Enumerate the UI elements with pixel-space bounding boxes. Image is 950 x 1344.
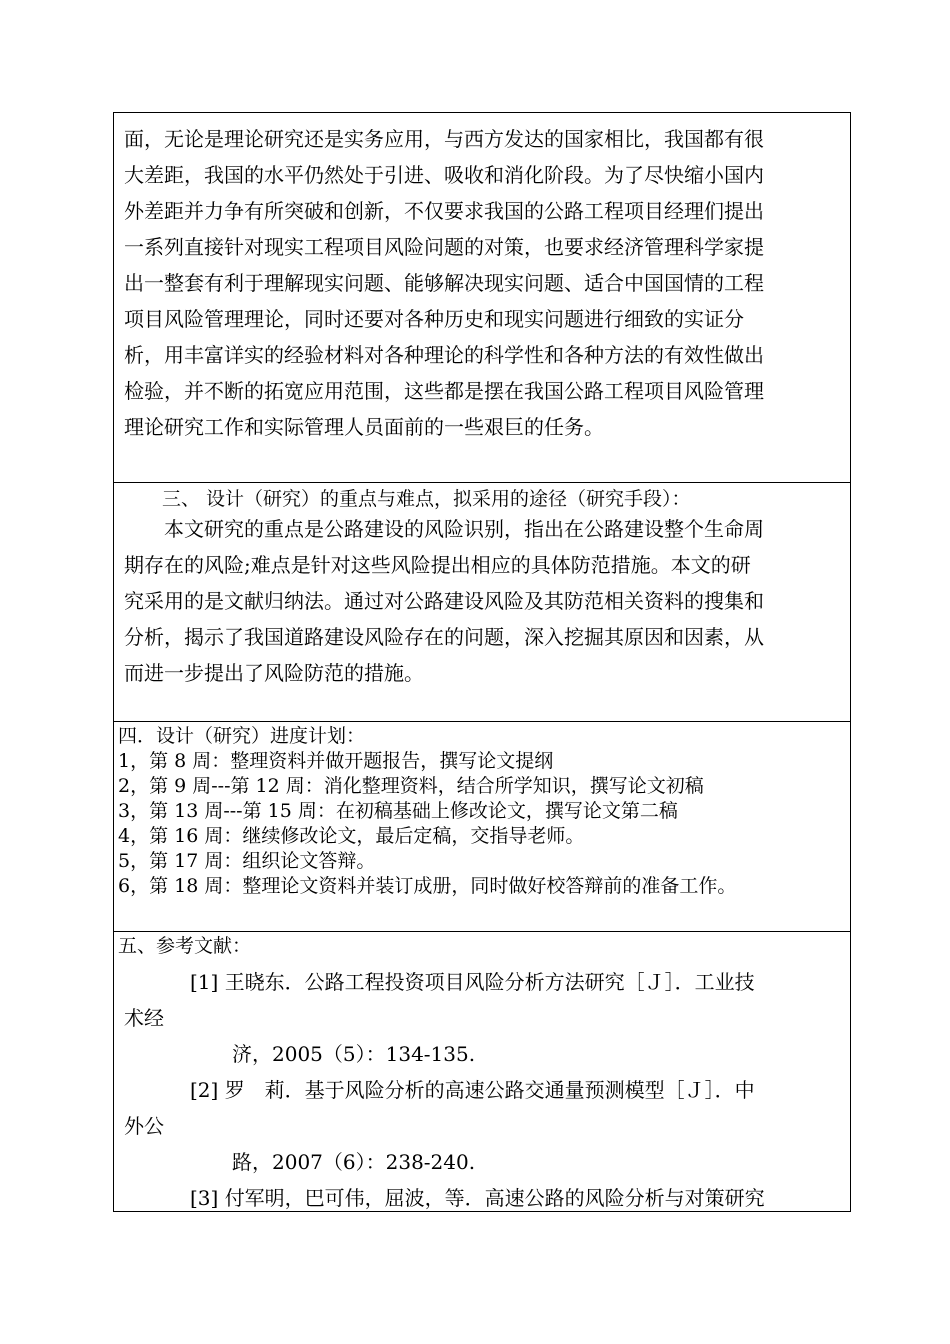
paragraph-line: 面，无论是理论研究还是实务应用，与西方发达的国家相比，我国都有很 xyxy=(124,127,764,151)
paragraph-line: 检验，并不断的拓宽应用范围，这些都是摆在我国公路工程项目风险管理 xyxy=(124,379,764,403)
section-3-title: 三、 设计（研究）的重点与难点，拟采用的途径（研究手段）： xyxy=(162,488,691,510)
reference-line: 外公 xyxy=(124,1114,164,1138)
reference-line: 术经 xyxy=(124,1006,164,1030)
reference-line: [2] 罗 莉．基于风险分析的高速公路交通量预测模型［Ｊ］．中 xyxy=(190,1078,755,1102)
reference-line: 济，2005（5）：134-135. xyxy=(232,1042,476,1066)
schedule-item: 1，第 8 周：整理资料并做开题报告，撰写论文提纲 xyxy=(118,750,554,772)
paragraph-line: 本文研究的重点是公路建设的风险识别，指出在公路建设整个生命周 xyxy=(164,517,764,541)
section-5-cell xyxy=(114,931,850,1213)
paragraph-line: 大差距，我国的水平仍然处于引进、吸收和消化阶段。为了尽快缩小国内 xyxy=(124,163,764,187)
paragraph-line: 分析，揭示了我国道路建设风险存在的问题，深入挖掘其原因和因素，从 xyxy=(124,625,764,649)
paragraph-line: 理论研究工作和实际管理人员面前的一些艰巨的任务。 xyxy=(124,415,604,439)
paragraph-line: 一系列直接针对现实工程项目风险问题的对策，也要求经济管理科学家提 xyxy=(124,235,764,259)
section-3-cell xyxy=(114,482,850,721)
schedule-item: 4，第 16 周：继续修改论文，最后定稿，交指导老师。 xyxy=(118,825,585,847)
section-4-title: 四．设计（研究）进度计划： xyxy=(118,725,366,747)
paragraph-line: 析，用丰富详实的经验材料对各种理论的科学性和各种方法的有效性做出 xyxy=(124,343,764,367)
schedule-item: 3，第 13 周---第 15 周：在初稿基础上修改论文，撰写论文第二稿 xyxy=(118,800,678,822)
schedule-item: 5，第 17 周：组织论文答辩。 xyxy=(118,850,376,872)
paragraph-line: 出一整套有利于理解现实问题、能够解决现实问题、适合中国国情的工程 xyxy=(124,271,764,295)
reference-line: [3] 付军明，巴可伟，屈波，等．高速公路的风险分析与对策研究 xyxy=(190,1186,765,1210)
paragraph-line: 究采用的是文献归纳法。通过对公路建设风险及其防范相关资料的搜集和 xyxy=(124,589,764,613)
paragraph-line: 项目风险管理理论，同时还要对各种历史和现实问题进行细致的实证分 xyxy=(124,307,744,331)
proposal-table xyxy=(113,112,851,1212)
reference-line: [1] 王晓东．公路工程投资项目风险分析方法研究［Ｊ］．工业技 xyxy=(190,970,755,994)
schedule-item: 2，第 9 周---第 12 周：消化整理资料，结合所学知识，撰写论文初稿 xyxy=(118,775,704,797)
paragraph-line: 外差距并力争有所突破和创新，不仅要求我国的公路工程项目经理们提出 xyxy=(124,199,764,223)
section-4-cell xyxy=(114,721,850,931)
reference-line: 路，2007（6）：238-240. xyxy=(232,1150,476,1174)
section-intro-cell xyxy=(114,113,850,482)
paragraph-line: 期存在的风险;难点是针对这些风险提出相应的具体防范措施。本文的研 xyxy=(124,553,751,577)
section-5-title: 五、参考文献： xyxy=(118,935,252,957)
schedule-item: 6，第 18 周：整理论文资料并装订成册，同时做好校答辩前的准备工作。 xyxy=(118,875,737,897)
paragraph-line: 而进一步提出了风险防范的措施。 xyxy=(124,661,424,685)
